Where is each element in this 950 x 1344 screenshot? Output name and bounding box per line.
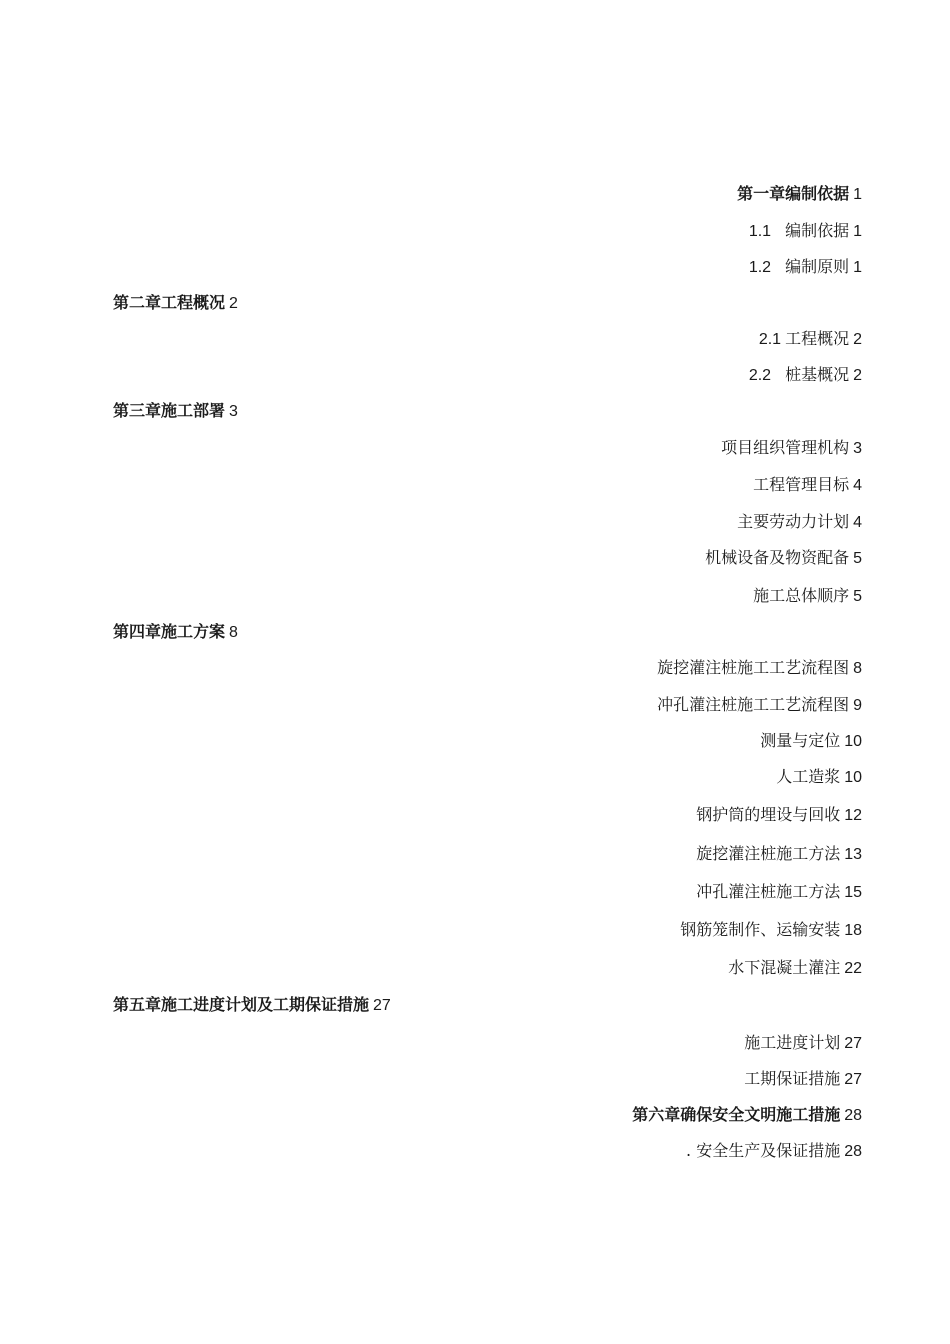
toc-entry-number: 2.2 xyxy=(748,367,772,384)
toc-entry-title: 旋挖灌注桩施工工艺流程图 xyxy=(657,658,850,677)
toc-section[interactable] xyxy=(686,1141,862,1162)
toc-entry-page: 5 xyxy=(853,550,862,567)
toc-entry-page: 27 xyxy=(373,997,391,1014)
toc-section[interactable] xyxy=(657,658,862,679)
toc-entry-page: 27 xyxy=(844,1071,862,1088)
toc-entry-title: 桩基概况 xyxy=(785,365,850,384)
toc-entry-page: 15 xyxy=(844,884,862,901)
toc-entry-title: 测量与定位 xyxy=(760,731,841,750)
toc-chapter-3[interactable] xyxy=(113,401,238,422)
toc-entry-title: 第五章施工进度计划及工期保证措施 xyxy=(113,995,370,1014)
toc-entry-title: 第一章编制依据 xyxy=(737,184,850,203)
toc-entry-title: 项目组织管理机构 xyxy=(721,438,850,457)
toc-entry-page: 4 xyxy=(853,477,862,494)
toc-entry-title: 机械设备及物资配备 xyxy=(705,548,850,567)
toc-entry-title: 工程概况 xyxy=(785,329,850,348)
toc-entry-title: . 安全生产及保证措施 xyxy=(686,1141,841,1160)
toc-entry-title: 第六章确保安全文明施工措施 xyxy=(632,1105,841,1124)
toc-entry-page: 10 xyxy=(844,769,862,786)
toc-section[interactable] xyxy=(696,844,862,865)
toc-section[interactable] xyxy=(696,805,862,826)
toc-entry-title: 第二章工程概况 xyxy=(113,293,226,312)
toc-entry-page: 1 xyxy=(853,223,862,240)
toc-section[interactable] xyxy=(753,586,862,607)
toc-entry-page: 2 xyxy=(229,295,238,312)
toc-entry-page: 27 xyxy=(844,1035,862,1052)
toc-chapter-1[interactable] xyxy=(737,184,862,205)
toc-section-1-2[interactable] xyxy=(749,257,862,278)
toc-entry-title: 主要劳动力计划 xyxy=(737,512,850,531)
toc-section[interactable] xyxy=(744,1069,862,1090)
toc-section[interactable] xyxy=(776,767,862,788)
toc-entry-title: 钢护筒的埋设与回收 xyxy=(696,805,841,824)
toc-section[interactable] xyxy=(728,958,862,979)
toc-entry-page: 1 xyxy=(853,186,862,203)
toc-section[interactable] xyxy=(753,475,862,496)
toc-entry-title: 编制原则 xyxy=(785,257,850,276)
toc-entry-page: 5 xyxy=(853,588,862,605)
toc-section[interactable] xyxy=(744,1033,862,1054)
toc-entry-page: 10 xyxy=(844,733,862,750)
toc-section[interactable] xyxy=(696,882,862,903)
toc-section[interactable] xyxy=(721,438,862,459)
toc-entry-number: 1.2 xyxy=(748,259,772,276)
toc-entry-page: 18 xyxy=(844,922,862,939)
toc-chapter-5[interactable] xyxy=(113,995,391,1016)
toc-entry-title: 人工造浆 xyxy=(776,767,841,786)
toc-entry-number: 2.1 xyxy=(758,331,782,348)
toc-entry-number: 1.1 xyxy=(748,223,772,240)
toc-entry-page: 8 xyxy=(229,624,238,641)
toc-entry-title: 水下混凝土灌注 xyxy=(728,958,841,977)
toc-entry-title: 钢筋笼制作、运输安装 xyxy=(680,920,841,939)
toc-entry-page: 12 xyxy=(844,807,862,824)
toc-section-1-1[interactable] xyxy=(749,221,862,242)
toc-entry-title: 旋挖灌注桩施工方法 xyxy=(696,844,841,863)
toc-section[interactable] xyxy=(705,548,862,569)
toc-entry-title: 冲孔灌注桩施工工艺流程图 xyxy=(657,695,850,714)
toc-section[interactable] xyxy=(680,920,862,941)
toc-entry-title: 施工总体顺序 xyxy=(753,586,850,605)
toc-entry-page: 13 xyxy=(844,846,862,863)
toc-entry-title: 施工进度计划 xyxy=(744,1033,841,1052)
toc-entry-page: 9 xyxy=(853,697,862,714)
toc-section-2-1[interactable] xyxy=(759,329,862,350)
toc-entry-page: 3 xyxy=(853,440,862,457)
toc-entry-page: 4 xyxy=(853,514,862,531)
toc-entry-page: 1 xyxy=(853,259,862,276)
toc-section[interactable] xyxy=(657,695,862,716)
toc-entry-page: 22 xyxy=(844,960,862,977)
toc-section[interactable] xyxy=(737,512,862,533)
toc-entry-title: 第四章施工方案 xyxy=(113,622,226,641)
toc-entry-title: 冲孔灌注桩施工方法 xyxy=(696,882,841,901)
toc-section[interactable] xyxy=(760,731,862,752)
toc-entry-title: 第三章施工部署 xyxy=(113,401,226,420)
toc-entry-page: 8 xyxy=(853,660,862,677)
toc-chapter-2[interactable] xyxy=(113,293,238,314)
toc-chapter-6[interactable] xyxy=(632,1105,862,1126)
toc-entry-title: 编制依据 xyxy=(785,221,850,240)
toc-entry-page: 28 xyxy=(844,1107,862,1124)
toc-entry-page: 28 xyxy=(844,1143,862,1160)
toc-entry-page: 2 xyxy=(853,367,862,384)
toc-entry-title: 工期保证措施 xyxy=(744,1069,841,1088)
toc-entry-title: 工程管理目标 xyxy=(753,475,850,494)
toc-chapter-4[interactable] xyxy=(113,622,238,643)
toc-entry-page: 2 xyxy=(853,331,862,348)
toc-entry-page: 3 xyxy=(229,403,238,420)
toc-section-2-2[interactable] xyxy=(749,365,862,386)
